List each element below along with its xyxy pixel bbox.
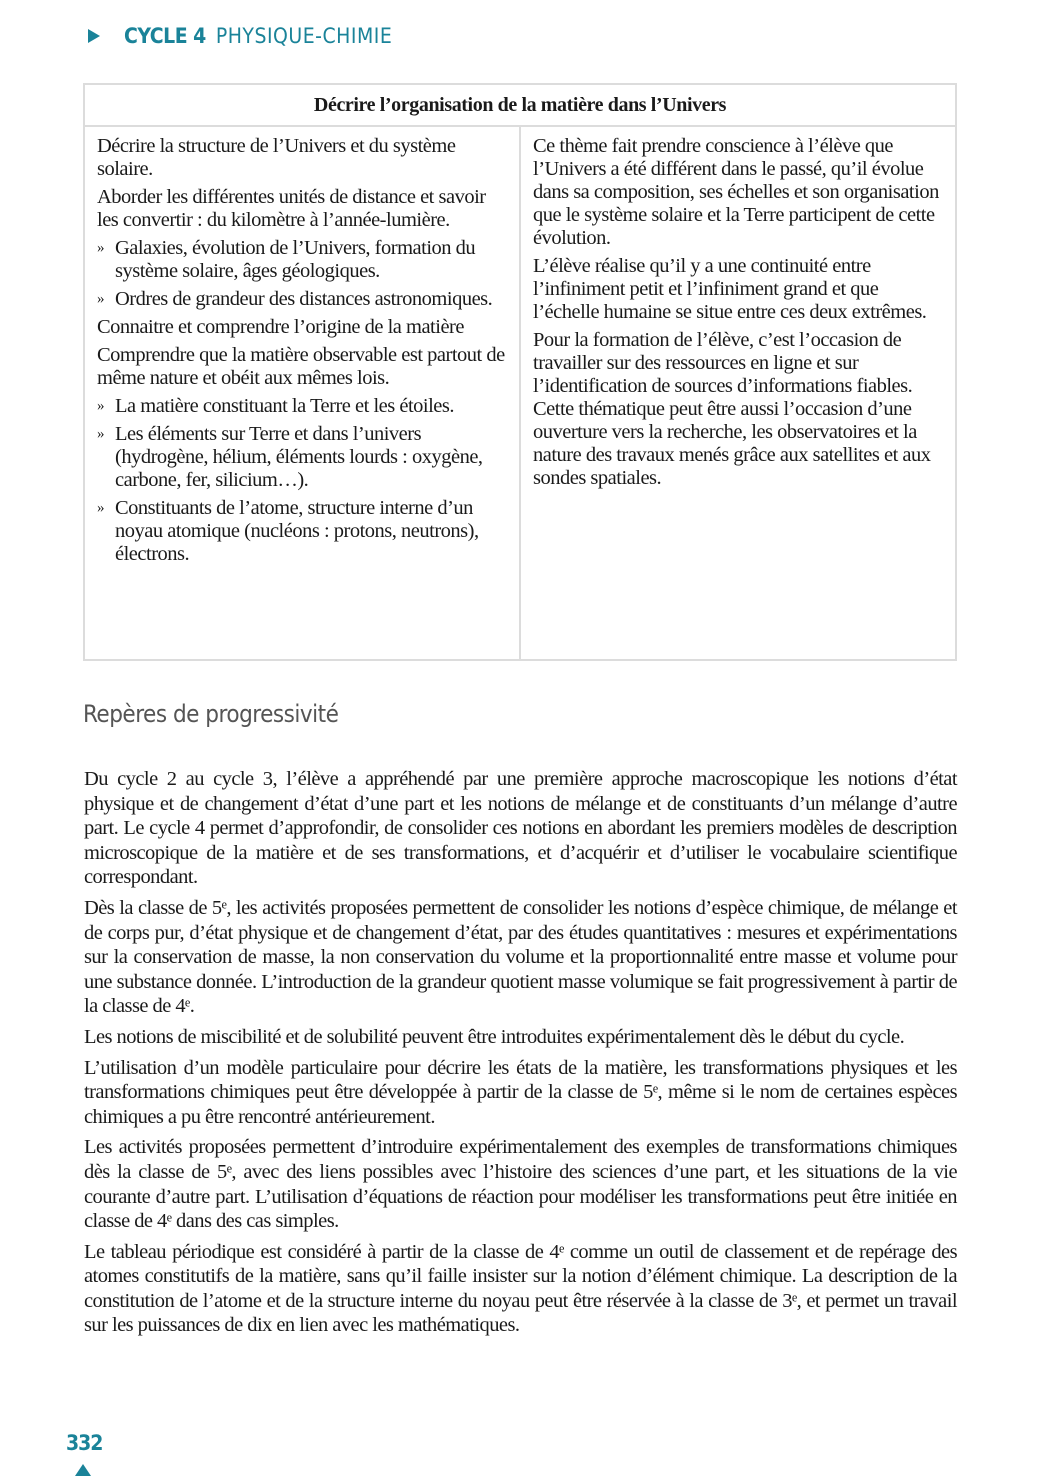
bullet-item xyxy=(97,288,507,311)
bullet-text: Les éléments sur Terre et dans l’univers (hydrogène, hélium, éléments lourds : oxygène, carbone, fer, silicium…). xyxy=(115,423,483,491)
table-title: Décrire l’organisation de la matière dans l’Univers xyxy=(84,84,956,126)
expected-skills-column xyxy=(84,126,520,660)
skill-text: Comprendre que la matière observable est partout de même nature et obéit aux mêmes lois. xyxy=(97,344,505,389)
body-text xyxy=(84,767,957,1344)
bullet-item xyxy=(97,423,507,492)
bullet-marker: » xyxy=(97,426,104,442)
body-paragraph: Du cycle 2 au cycle 3, l’élève a appréhendé par une première approche macroscopique les notions d’état physique et de changement d’état d’une part et les notions de mélange et de constituants d’un mélange d’autre part. Le cycle 4 permet d’approfondir, de consolider ces notions en abordant les premiers modèles de description microscopique de la matière et de ses transformations, et d’acquérir et d’utiliser le vocabulaire scientifique correspondant. xyxy=(84,768,957,889)
comments-column xyxy=(520,126,956,660)
comment-paragraph: Pour la formation de l’élève, c’est l’occasion de travailler sur des ressources en ligne et sur l’identification de sources d’informations fiables. Cette thématique peut être aussi l’occasion d’une ouverture vers la recherche, les observatoires et la nature des travaux menés grâce aux satellites et aux sondes spatiales. xyxy=(533,329,931,489)
body-paragraph: Les activités proposées permettent d’introduire expérimentalement des exemples de transformations chimiques dès la classe de 5ᵉ, avec des liens possibles avec l’histoire des sciences d’une part, et les situations de la vie courante d’autre part. L’utilisation d’équations de réaction pour modéliser les transformations peut être initiée en classe de 4ᵉ dans des cas simples. xyxy=(84,1136,957,1233)
section-title: Repères de progressivité xyxy=(83,700,339,728)
body-paragraph: Dès la classe de 5ᵉ, les activités proposées permettent de consolider les notions d’espèce chimique, de mélange et de corps pur, d’état physique et de changement d’état, par des études quantitatives : mesures et expérimentations sur la conservation de masse, la non conservation du volume et la proportionnalité entre masse et volume pour une substance donnée. L’introduction de la grandeur quotient masse volumique se fait progressivement à partir de la classe de 4ᵉ. xyxy=(84,896,957,1018)
body-paragraph: L’utilisation d’un modèle particulaire pour décrire les états de la matière, les transformations physiques et les transformations chimiques peut être développée à partir de la classe de 5ᵉ, même si le nom de certaines espèces chimiques a pu être rencontré antérieurement. xyxy=(84,1056,957,1128)
bullet-text: Ordres de grandeur des distances astronomiques. xyxy=(115,288,493,310)
bullet-marker: » xyxy=(97,398,104,414)
bullet-item xyxy=(97,395,507,418)
bullet-text: Constituants de l’atome, structure interne d’un noyau atomique (nucléons : protons, neutrons), électrons. xyxy=(115,497,479,565)
bullet-text: Galaxies, évolution de l’Univers, formation du système solaire, âges géologiques. xyxy=(115,237,476,282)
skill-text: Connaitre et comprendre l’origine de la matière xyxy=(97,316,464,338)
body-paragraph: Le tableau périodique est considéré à partir de la classe de 4ᵉ comme un outil de classement et de repérage des atomes constitutifs de la matière, sans qu’il faille insister sur la notion d’élément chimique. La description de la constitution de l’atome et de la structure interne du noyau peut être réservée à la classe de 3ᵉ, et permet un travail sur les puissances de dix en lien avec les mathématiques. xyxy=(84,1240,957,1337)
bullet-item xyxy=(97,497,507,566)
subject-label: PHYSIQUE-CHIMIE xyxy=(215,24,393,48)
bullet-marker: » xyxy=(97,291,104,307)
body-paragraph: Les notions de miscibilité et de solubilité peuvent être introduites expérimentalement dès le début du cycle. xyxy=(84,1025,905,1048)
comment-paragraph: L’élève réalise qu’il y a une continuité entre l’infiniment petit et l’infiniment grand et que l’échelle humaine se situe entre ces deux extrêmes. xyxy=(533,255,927,323)
up-arrow-icon[interactable] xyxy=(75,1464,91,1476)
bullet-item xyxy=(97,237,507,283)
theme-table xyxy=(83,83,957,661)
triangle-marker-icon xyxy=(88,29,100,43)
running-header xyxy=(88,24,392,48)
skill-text: Décrire la structure de l’Univers et du système solaire. xyxy=(97,135,456,180)
bullet-marker: » xyxy=(97,500,104,516)
comment-paragraph: Ce thème fait prendre conscience à l’élève que l’Univers a été différent dans le passé, qu’il évolue dans sa composition, ses échelles et son organisation que le système solaire et la Terre participent de cette évolution. xyxy=(533,135,939,249)
page-number: 332 xyxy=(66,1431,103,1455)
bullet-marker: » xyxy=(97,240,104,256)
skill-text: Aborder les différentes unités de distance et savoir les convertir : du kilomètre à l’année-lumière. xyxy=(97,186,486,231)
cycle-label: CYCLE 4 xyxy=(124,24,206,48)
bullet-text: La matière constituant la Terre et les étoiles. xyxy=(115,395,454,417)
